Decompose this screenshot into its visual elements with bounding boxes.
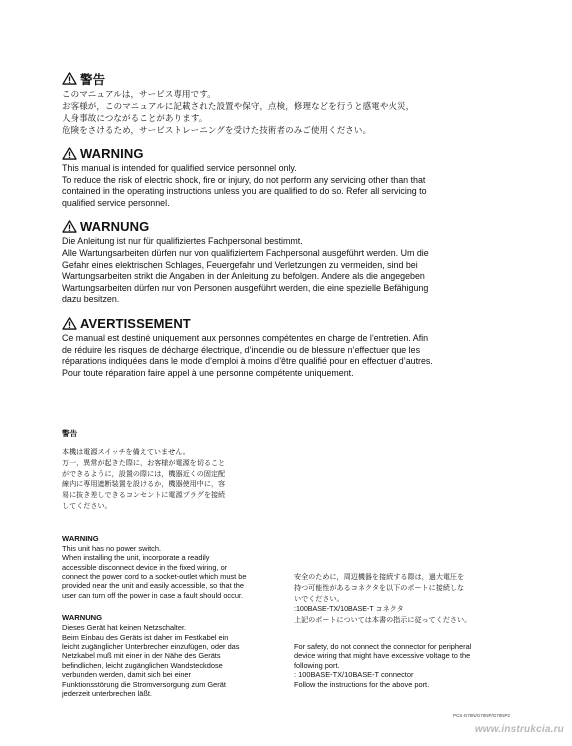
block-heading: 警告 [62, 429, 78, 438]
section-title: WARNUNG [80, 219, 150, 235]
power-warning-en [62, 534, 284, 600]
port-safety-notes [294, 572, 530, 689]
section-title: 警告 [80, 72, 106, 87]
block-heading: WARNUNG [62, 613, 103, 623]
block-heading: WARNING [62, 533, 99, 543]
power-warning-de [62, 613, 284, 698]
port-note-jp: 安全のために，周辺機器を接続する際は，過大電圧を 持つ可能性があるコネクタを以下のポートに接続しな いでください。 :100BASE-TX/10BASE-T コネクタ 上記のポートについては本書の指示に従ってください。 [294, 573, 472, 625]
section-title: AVERTISSEMENT [80, 315, 191, 331]
section-body: This manual is intended for qualified service personnel only. To reduce the risk of electric shock, fire or injury, do not perform any servicing other than that contained in the operating instructions unless you are qualified to do so. Refer all servicing to qualified service personnel. [62, 163, 427, 208]
warning-triangle-icon [62, 220, 77, 233]
section-jp-warning [62, 70, 524, 136]
port-note-en: For safety, do not connect the connector for peripheral device wiring that might have excessive voltage to the following port. : 100BASE-TX/10BASE-T connector Follow the instructions for the above port. [294, 641, 472, 689]
warning-triangle-icon [62, 147, 77, 160]
section-de-warning [62, 218, 524, 306]
section-body: Die Anleitung ist nur für qualifiziertes Fachpersonal bestimmt. Alle Wartungsarbeiten dürfen nur von qualifiziertem Fachpersonal ausgeführt werden. Um die Gefahr eines elektrischen Schlages, Feuergefahr und Verletzungen zu vermeiden, sind bei Wartungsarbeiten strikt die Angaben in der Anleitung zu befolgen. Andere als die angegeben Wartungsarbeiten dürfen nur von Personen ausgeführt werden, die eine spezielle Befähigung dazu besitzen. [62, 236, 429, 305]
power-warning-jp [62, 428, 284, 512]
power-switch-warnings [62, 428, 284, 698]
block-body: 本機は電源スイッチを備えていません。 万一，異常が起きた際に，お客様が電源を切ること ができるように，設置の際には，機器近くの固定配 線内に専用遮断装置を設けるか，機器使用中に，容 易に抜き差しできるコンセントに電源プラグを接続 してください。 [62, 448, 226, 510]
section-body: Ce manual est destiné uniquement aux personnes compétentes en charge de l’entretien. Afin de réduire les risques de décharge électrique, d’incendie ou de blessure n’effectuer que les réparations indiquées dans le mode d’emploi à moins d’être qualifié pour en effectuer d’autres. Pour toute réparation faire appel à une personne compétente uniquement. [62, 332, 433, 378]
top-warnings [62, 70, 524, 388]
warning-triangle-icon [62, 317, 77, 330]
section-body: このマニュアルは，サービス専用です。 お客様が，このマニュアルに記載された設置や保守，点検，修理などを行うと感電や火災， 人身事故につながることがあります。 危険をさけるため，サービストレーニングを受けた技術者のみご使用ください。 [62, 89, 415, 135]
block-body: This unit has no power switch. When installing the unit, incorporate a readily accessible disconnect device in the fixed wiring, or connect the power cord to a socket-outlet which must be provided near the unit and easily accessible, so that the user can turn off the power in case a fault should occur. [62, 543, 247, 600]
model-code: PCS-G70N/G70NP/G70NP2 [452, 713, 510, 718]
watermark: www.instrukcia.ru [474, 724, 564, 735]
section-en-warning [62, 145, 524, 209]
section-title: WARNING [80, 146, 144, 161]
block-body: Dieses Gerät hat keinen Netzschalter. Beim Einbau des Geräts ist daher im Festkabel ein leicht zugänglicher Unterbrecher einzufügen, oder das Netzkabel muß mit einer in der Nähe des Geräts befindlichen, leicht zugänglichen Wandsteckdose verbunden werden, damit sich bei einer Funktionsstörung die Stromversorgung zum Gerät jederzeit unterbrechen läßt. [62, 623, 240, 699]
section-fr-warning [62, 315, 524, 379]
warning-triangle-icon [62, 72, 77, 85]
